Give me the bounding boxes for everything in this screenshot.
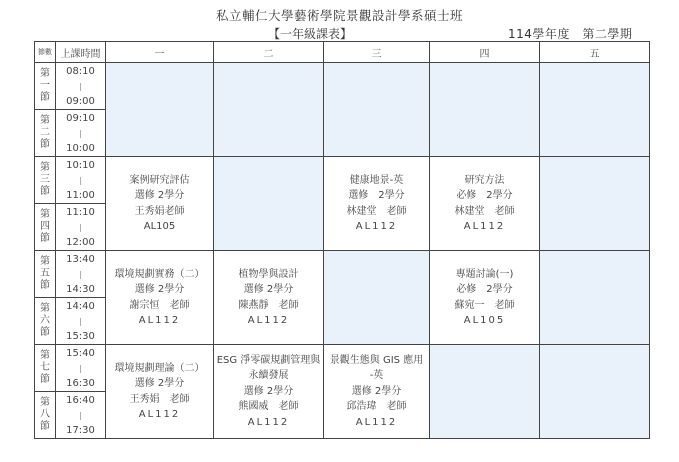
start-time: 14:40 (66, 300, 95, 312)
course-room: AL105 (143, 221, 176, 232)
empty-slot (430, 63, 540, 157)
end-time: 15:30 (66, 330, 95, 342)
empty-slot (106, 63, 214, 157)
start-time: 08:10 (66, 65, 95, 77)
time-cell (56, 110, 106, 157)
period-label-text: 第 七 節 (40, 350, 50, 385)
course-name: 環境規劃實務（二） (114, 268, 205, 280)
period-label-text: 第 八 節 (40, 397, 50, 432)
start-time: 10:10 (66, 159, 95, 171)
period-row (35, 157, 650, 204)
course-name-line1: 景觀生態與 GIS 應用 (329, 354, 424, 366)
period-label (35, 110, 56, 157)
course-cell (106, 345, 214, 439)
course-teacher: 蘇宛一 老師 (454, 299, 515, 311)
course-teacher: 王秀娟老師 (134, 205, 185, 217)
time-separator: | (79, 128, 82, 138)
course-type: 必修 2學分 (456, 284, 513, 295)
course-cell (430, 251, 540, 345)
course-teacher: 陳燕靜 老師 (238, 299, 299, 311)
course-type: 選修 2學分 (134, 190, 185, 201)
period-label (35, 63, 56, 110)
course-room: AL112 (247, 416, 290, 428)
course-cell (106, 157, 214, 251)
time-cell (56, 157, 106, 204)
course-name: 專題討論(一) (455, 268, 514, 280)
end-time: 11:00 (66, 189, 95, 201)
course-room: AL112 (247, 315, 290, 326)
end-time: 10:00 (66, 142, 95, 154)
empty-slot (540, 345, 650, 439)
time-column-header: 上課時間 (56, 42, 106, 63)
course-name-line2: 永續發展 (248, 370, 289, 382)
period-label-text: 第 六 節 (40, 303, 50, 338)
course-teacher: 王秀娟 老師 (129, 393, 190, 405)
start-time: 16:40 (66, 394, 95, 406)
course-room: AL112 (463, 221, 506, 232)
course-teacher: 邱浩瑋 老師 (346, 401, 407, 413)
period-label (35, 298, 56, 345)
course-cell (214, 345, 324, 439)
course-type: 選修 2學分 (134, 284, 185, 295)
period-row (35, 345, 650, 392)
grade-subtitle: 【一年級課表】 (268, 27, 353, 41)
period-column-header: 節數 (35, 42, 56, 63)
start-time: 11:10 (66, 206, 95, 218)
course-room: AL112 (138, 315, 181, 326)
day-header-mon: 一 (106, 42, 214, 63)
course-cell (106, 251, 214, 345)
course-name: 研究方法 (464, 174, 505, 186)
period-label-text: 第 一 節 (40, 68, 50, 103)
empty-slot (214, 63, 324, 157)
period-label-text: 第 四 節 (40, 209, 50, 244)
day-header-thu: 四 (430, 42, 540, 63)
course-name-line1: ESG 淨零碳規劃管理與 (216, 354, 321, 366)
time-separator: | (79, 222, 82, 232)
period-label-text: 第 三 節 (40, 162, 50, 197)
empty-slot (324, 251, 430, 345)
course-teacher: 謝宗恒 老師 (129, 299, 190, 311)
period-label (35, 251, 56, 298)
period-label-text: 第 二 節 (40, 115, 50, 150)
page-title: 私立輔仁大學藝術學院景觀設計學系碩士班 (215, 8, 463, 23)
empty-slot (430, 345, 540, 439)
time-separator: | (79, 316, 82, 326)
start-time: 09:10 (66, 112, 95, 124)
course-cell (430, 157, 540, 251)
start-time: 13:40 (66, 253, 95, 265)
course-cell (324, 157, 430, 251)
course-room: AL112 (138, 409, 181, 420)
time-separator: | (79, 363, 82, 373)
period-label (35, 392, 56, 439)
period-label (35, 204, 56, 251)
period-row (35, 251, 650, 298)
empty-slot (214, 157, 324, 251)
course-name: 環境規劃理論（二） (114, 362, 205, 374)
period-label-text: 第 五 節 (40, 256, 50, 291)
course-type: 選修 2學分 (348, 190, 405, 201)
start-time: 15:40 (66, 347, 95, 359)
time-cell (56, 392, 106, 439)
empty-slot (540, 251, 650, 345)
day-header-tue: 二 (214, 42, 324, 63)
time-cell (56, 204, 106, 251)
course-type: 選修 2學分 (243, 385, 294, 397)
course-teacher: 熊國威 老師 (238, 401, 299, 413)
course-type: 選修 2學分 (351, 385, 402, 397)
course-cell (324, 345, 430, 439)
course-teacher: 林建堂 老師 (346, 205, 407, 217)
period-label (35, 157, 56, 204)
end-time: 16:30 (66, 377, 95, 389)
empty-slot (540, 63, 650, 157)
time-cell (56, 298, 106, 345)
time-cell (56, 63, 106, 110)
course-name: 植物學與設計 (238, 268, 299, 280)
term-label: 114學年度 第二學期 (508, 27, 633, 41)
day-header-fri: 五 (540, 42, 650, 63)
day-header-wed: 三 (324, 42, 430, 63)
course-type: 選修 2學分 (134, 378, 185, 389)
end-time: 12:00 (66, 236, 95, 248)
time-cell (56, 251, 106, 298)
course-name: 健康地景-英 (349, 174, 404, 186)
schedule-table (34, 41, 650, 439)
course-cell (214, 251, 324, 345)
course-teacher: 林建堂 老師 (454, 205, 515, 217)
time-separator: | (79, 175, 82, 185)
period-row (35, 63, 650, 110)
end-time: 14:30 (66, 283, 95, 295)
time-separator: | (79, 81, 82, 91)
empty-slot (324, 63, 430, 157)
course-room: AL105 (463, 315, 506, 326)
time-separator: | (79, 410, 82, 420)
period-label (35, 345, 56, 392)
course-room: AL112 (355, 416, 398, 428)
end-time: 09:00 (66, 95, 95, 107)
course-type: 必修 2學分 (456, 190, 513, 201)
course-type: 選修 2學分 (243, 284, 294, 295)
course-name-line2: -英 (369, 370, 384, 382)
course-name: 案例研究評估 (129, 174, 190, 186)
time-separator: | (79, 269, 82, 279)
course-room: AL112 (355, 221, 398, 232)
end-time: 17:30 (66, 424, 95, 436)
empty-slot (540, 157, 650, 251)
header-row (35, 42, 650, 63)
time-cell (56, 345, 106, 392)
